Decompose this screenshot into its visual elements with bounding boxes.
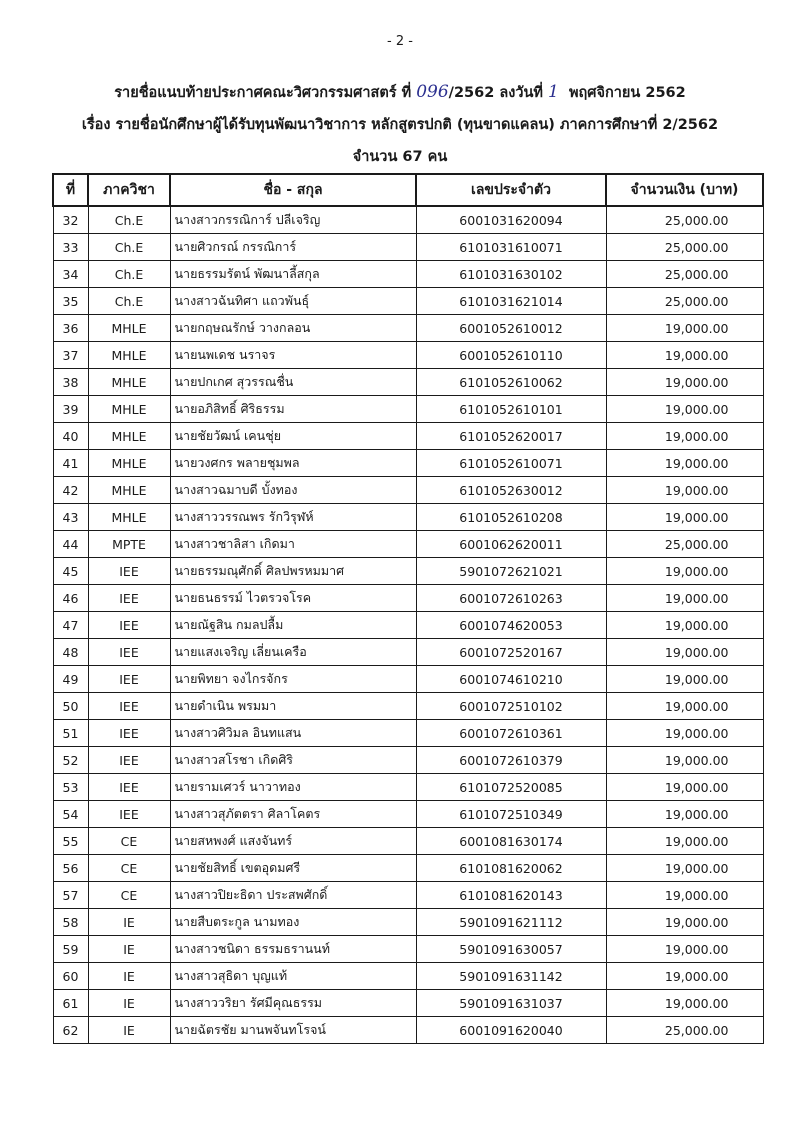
row-number: 62 — [53, 1017, 88, 1044]
department: IEE — [88, 693, 170, 720]
student-id: 6001081630174 — [416, 828, 606, 855]
amount: 19,000.00 — [606, 612, 763, 639]
department: Ch.E — [88, 261, 170, 288]
table-header-row — [53, 174, 763, 206]
table-row — [53, 234, 763, 261]
row-number: 38 — [53, 369, 88, 396]
student-id: 6101052610208 — [416, 504, 606, 531]
table-row — [53, 315, 763, 342]
table-row — [53, 882, 763, 909]
student-name: นายพิทยา จงไกรจักร — [170, 666, 416, 693]
amount: 19,000.00 — [606, 828, 763, 855]
amount: 19,000.00 — [606, 801, 763, 828]
document-header — [0, 76, 800, 173]
table-row — [53, 828, 763, 855]
table-row — [53, 720, 763, 747]
department: MHLE — [88, 450, 170, 477]
table-row — [53, 396, 763, 423]
department: MHLE — [88, 342, 170, 369]
department: MPTE — [88, 531, 170, 558]
table-row — [53, 963, 763, 990]
student-name: นายธรรมรัตน์ พัฒนาลี้สกุล — [170, 261, 416, 288]
amount: 19,000.00 — [606, 666, 763, 693]
row-number: 43 — [53, 504, 88, 531]
table-row — [53, 423, 763, 450]
student-name: นายฉัตรชัย มานพจันทโรจน์ — [170, 1017, 416, 1044]
amount: 25,000.00 — [606, 531, 763, 558]
table-row — [53, 1017, 763, 1044]
table-row — [53, 585, 763, 612]
amount: 19,000.00 — [606, 774, 763, 801]
student-name: นายรามเศวร์ นาวาทอง — [170, 774, 416, 801]
student-id: 6001052610012 — [416, 315, 606, 342]
student-id: 6001072610263 — [416, 585, 606, 612]
student-id: 6101052610101 — [416, 396, 606, 423]
handwritten-doc-number: 096 — [416, 82, 449, 102]
department: IE — [88, 936, 170, 963]
table-row — [53, 639, 763, 666]
row-number: 32 — [53, 206, 88, 234]
table-row — [53, 693, 763, 720]
table-row — [53, 990, 763, 1017]
row-number: 50 — [53, 693, 88, 720]
student-id: 6101072510349 — [416, 801, 606, 828]
handwritten-day: 1 — [548, 82, 559, 102]
row-number: 34 — [53, 261, 88, 288]
row-number: 59 — [53, 936, 88, 963]
student-name: นายกฤษณรักษ์ วางกลอน — [170, 315, 416, 342]
department: MHLE — [88, 504, 170, 531]
student-id: 6101081620062 — [416, 855, 606, 882]
department: IE — [88, 909, 170, 936]
amount: 19,000.00 — [606, 477, 763, 504]
row-number: 54 — [53, 801, 88, 828]
student-name: นายวงศกร พลายชุมพล — [170, 450, 416, 477]
header-name: ชื่อ - สกุล — [170, 174, 416, 206]
amount: 19,000.00 — [606, 963, 763, 990]
amount: 19,000.00 — [606, 855, 763, 882]
student-name: นางสาวฉันทิศา แถวพันธุ์ — [170, 288, 416, 315]
student-name: นายณัฐสิน กมลปลื้ม — [170, 612, 416, 639]
row-number: 37 — [53, 342, 88, 369]
student-id: 5901091630057 — [416, 936, 606, 963]
student-id: 6001072520167 — [416, 639, 606, 666]
student-name: นางสาวชนิดา ธรรมธรานนท์ — [170, 936, 416, 963]
student-name: นายนพเดช นราจร — [170, 342, 416, 369]
table-row — [53, 261, 763, 288]
row-number: 33 — [53, 234, 88, 261]
row-number: 39 — [53, 396, 88, 423]
department: CE — [88, 828, 170, 855]
student-name: นางสาวสุธิดา บุญแท้ — [170, 963, 416, 990]
table-row — [53, 558, 763, 585]
table-row — [53, 450, 763, 477]
row-number: 56 — [53, 855, 88, 882]
department: IEE — [88, 666, 170, 693]
page-number: - 2 - — [387, 34, 413, 49]
student-name: นางสาวชาลิสา เกิดมา — [170, 531, 416, 558]
student-name: นางสาวสุภัตตรา ศิลาโคตร — [170, 801, 416, 828]
row-number: 58 — [53, 909, 88, 936]
amount: 19,000.00 — [606, 909, 763, 936]
table-row — [53, 855, 763, 882]
row-number: 53 — [53, 774, 88, 801]
department: IEE — [88, 558, 170, 585]
department: MHLE — [88, 477, 170, 504]
department: CE — [88, 882, 170, 909]
student-id: 5901091621112 — [416, 909, 606, 936]
student-name: นางสาวฉมาบดี บั้งทอง — [170, 477, 416, 504]
amount: 19,000.00 — [606, 504, 763, 531]
row-number: 35 — [53, 288, 88, 315]
department: IE — [88, 990, 170, 1017]
table-row — [53, 342, 763, 369]
student-name: นางสาววรรณพร รักวิรุฬห์ — [170, 504, 416, 531]
student-name: นายสหพงศ์ แสงจันทร์ — [170, 828, 416, 855]
student-name: นางสาวปิยะธิดา ประสพศักดิ์ — [170, 882, 416, 909]
department: IEE — [88, 612, 170, 639]
student-id: 6001091620040 — [416, 1017, 606, 1044]
student-name: นายธรรมณุศักดิ์ ศิลปพรหมมาศ — [170, 558, 416, 585]
table-row — [53, 909, 763, 936]
amount: 25,000.00 — [606, 288, 763, 315]
amount: 19,000.00 — [606, 558, 763, 585]
amount: 25,000.00 — [606, 206, 763, 234]
row-number: 48 — [53, 639, 88, 666]
department: IEE — [88, 639, 170, 666]
amount: 19,000.00 — [606, 315, 763, 342]
amount: 19,000.00 — [606, 369, 763, 396]
student-id: 6101052610062 — [416, 369, 606, 396]
student-id: 5901072621021 — [416, 558, 606, 585]
header-no: ที่ — [53, 174, 88, 206]
student-id: 6101081620143 — [416, 882, 606, 909]
student-name: นายแสงเจริญ เลี่ยนเครือ — [170, 639, 416, 666]
department: IEE — [88, 585, 170, 612]
header-month-year: พฤศจิกายน 2562 — [568, 85, 686, 101]
amount: 19,000.00 — [606, 585, 763, 612]
department: MHLE — [88, 423, 170, 450]
table-row — [53, 774, 763, 801]
student-id: 6001072510102 — [416, 693, 606, 720]
row-number: 45 — [53, 558, 88, 585]
department: IE — [88, 963, 170, 990]
student-name: นายสืบตระกูล นามทอง — [170, 909, 416, 936]
amount: 19,000.00 — [606, 747, 763, 774]
student-name: นายชัยวัฒน์ เคนชุ่ย — [170, 423, 416, 450]
table-row — [53, 666, 763, 693]
department: MHLE — [88, 315, 170, 342]
student-id: 5901091631142 — [416, 963, 606, 990]
amount: 19,000.00 — [606, 936, 763, 963]
amount: 25,000.00 — [606, 234, 763, 261]
amount: 19,000.00 — [606, 882, 763, 909]
row-number: 51 — [53, 720, 88, 747]
student-id: 6101031621014 — [416, 288, 606, 315]
department: Ch.E — [88, 234, 170, 261]
header-student-id: เลขประจำตัว — [416, 174, 606, 206]
row-number: 52 — [53, 747, 88, 774]
row-number: 44 — [53, 531, 88, 558]
amount: 19,000.00 — [606, 342, 763, 369]
header-amount: จำนวนเงิน (บาท) — [606, 174, 763, 206]
student-name: นางสาวสโรชา เกิดศิริ — [170, 747, 416, 774]
student-name: นางสาวศิวิมล อินทแสน — [170, 720, 416, 747]
row-number: 61 — [53, 990, 88, 1017]
header-count: จำนวน 67 คน — [352, 149, 448, 165]
table-row — [53, 747, 763, 774]
student-id: 6001074610210 — [416, 666, 606, 693]
department: MHLE — [88, 369, 170, 396]
row-number: 41 — [53, 450, 88, 477]
student-name: นายธนธรรม์ ไวตรวจโรค — [170, 585, 416, 612]
student-id: 6101052630012 — [416, 477, 606, 504]
department: IEE — [88, 774, 170, 801]
header-date-label: /2562 ลงวันที่ — [448, 85, 543, 101]
student-name: นายปกเกศ สุวรรณชื่น — [170, 369, 416, 396]
department: IEE — [88, 720, 170, 747]
amount: 19,000.00 — [606, 720, 763, 747]
student-name: นายชัยสิทธิ์ เขตอุดมศรี — [170, 855, 416, 882]
student-id: 6101052620017 — [416, 423, 606, 450]
table-row — [53, 936, 763, 963]
table-row — [53, 477, 763, 504]
amount: 19,000.00 — [606, 450, 763, 477]
student-id: 6001031620094 — [416, 206, 606, 234]
student-id: 6001052610110 — [416, 342, 606, 369]
table-row — [53, 288, 763, 315]
amount: 25,000.00 — [606, 261, 763, 288]
row-number: 60 — [53, 963, 88, 990]
table-row — [53, 612, 763, 639]
department: IEE — [88, 801, 170, 828]
table-row — [53, 369, 763, 396]
department: Ch.E — [88, 288, 170, 315]
amount: 19,000.00 — [606, 990, 763, 1017]
table-row — [53, 801, 763, 828]
amount: 19,000.00 — [606, 693, 763, 720]
table-row — [53, 504, 763, 531]
student-id: 6001074620053 — [416, 612, 606, 639]
row-number: 49 — [53, 666, 88, 693]
scholarship-table — [52, 173, 764, 1044]
row-number: 57 — [53, 882, 88, 909]
student-name: นายดำเนิน พรมมา — [170, 693, 416, 720]
table-row — [53, 206, 763, 234]
student-name: นางสาวกรรณิการ์ ปลีเจริญ — [170, 206, 416, 234]
header-department: ภาควิชา — [88, 174, 170, 206]
amount: 25,000.00 — [606, 1017, 763, 1044]
student-id: 6101031630102 — [416, 261, 606, 288]
department: IEE — [88, 747, 170, 774]
header-subject: เรื่อง รายชื่อนักศึกษาผู้ได้รับทุนพัฒนาวิชาการ หลักสูตรปกติ (ทุนขาดแคลน) ภาคการศึกษาที่ 2/2562 — [81, 117, 719, 133]
student-id: 6001062620011 — [416, 531, 606, 558]
student-id: 5901091631037 — [416, 990, 606, 1017]
student-name: นายอภิสิทธิ์ ศิริธรรม — [170, 396, 416, 423]
student-name: นางสาววริยา รัศมีคุณธรรม — [170, 990, 416, 1017]
department: Ch.E — [88, 206, 170, 234]
student-id: 6101052610071 — [416, 450, 606, 477]
amount: 19,000.00 — [606, 423, 763, 450]
student-id: 6001072610361 — [416, 720, 606, 747]
row-number: 42 — [53, 477, 88, 504]
row-number: 40 — [53, 423, 88, 450]
row-number: 47 — [53, 612, 88, 639]
department: CE — [88, 855, 170, 882]
row-number: 55 — [53, 828, 88, 855]
amount: 19,000.00 — [606, 396, 763, 423]
row-number: 46 — [53, 585, 88, 612]
row-number: 36 — [53, 315, 88, 342]
student-id: 6001072610379 — [416, 747, 606, 774]
header-prefix: รายชื่อแนบท้ายประกาศคณะวิศวกรรมศาสตร์ ที่ — [114, 85, 412, 101]
department: MHLE — [88, 396, 170, 423]
header-line-1 — [0, 76, 800, 109]
student-name: นายศิวกรณ์ กรรณิการ์ — [170, 234, 416, 261]
amount: 19,000.00 — [606, 639, 763, 666]
table-row — [53, 531, 763, 558]
student-id: 6101072520085 — [416, 774, 606, 801]
student-id: 6101031610071 — [416, 234, 606, 261]
department: IE — [88, 1017, 170, 1044]
